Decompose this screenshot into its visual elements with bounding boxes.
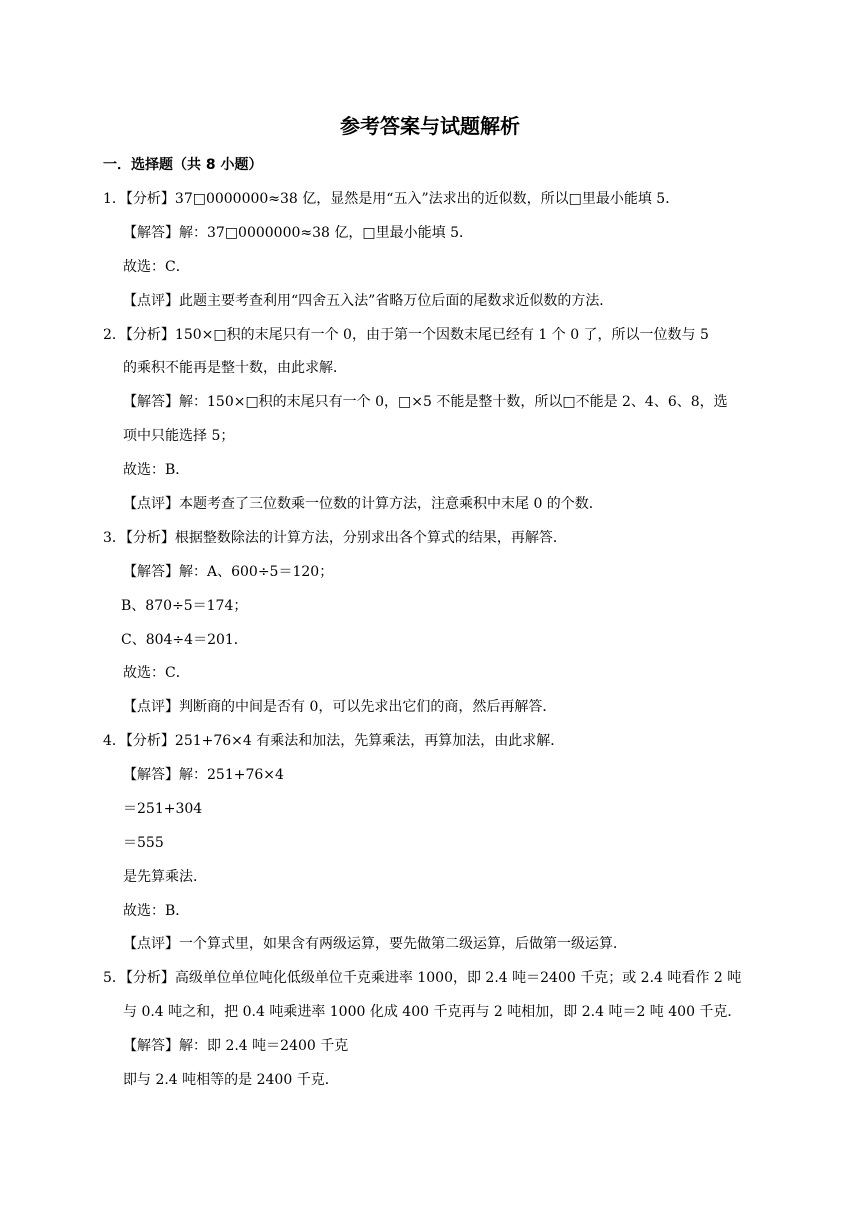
q1-solution: 【解答】解：37□0000000≈38 亿，□里最小能填 5． (123, 225, 473, 241)
q1-answer: 故选：C． (123, 259, 190, 275)
q5-solution-cont: 即与 2.4 吨相等的是 2400 千克． (123, 1072, 339, 1088)
q4-answer: 故选：B． (123, 903, 190, 919)
q4-solution: 【解答】解：251+76×4 (123, 767, 284, 783)
page-title: 参考答案与试题解析 (340, 114, 520, 138)
q2-answer: 故选：B． (123, 462, 190, 478)
q5-analysis: 5．【分析】高级单位单位吨化低级单位千克乘进率 1000，即 2.4 吨＝2400 千克；或 2.4 吨看作 2 吨 (103, 970, 742, 986)
q3-option-b: B、870÷5＝174； (121, 598, 248, 614)
q3-solution: 【解答】解：A、600÷5＝120； (123, 564, 334, 580)
q3-analysis: 3．【分析】根据整数除法的计算方法，分别求出各个算式的结果，再解答． (103, 530, 567, 546)
q1-comment: 【点评】此题主要考查利用“四舍五入法”省略万位后面的尾数求近似数的方法． (123, 293, 614, 309)
q4-note: 是先算乘法． (123, 869, 207, 885)
q5-analysis-cont: 与 0.4 吨之和，把 0.4 吨乘进率 1000 化成 400 千克再与 2 吨相加，即 2.4 吨＝2 吨 400 千克． (123, 1004, 742, 1020)
q4-comment: 【点评】一个算式里，如果含有两级运算，要先做第二级运算，后做第一级运算． (123, 936, 627, 952)
q2-comment: 【点评】本题考查了三位数乘一位数的计算方法，注意乘积中末尾 0 的个数． (123, 496, 603, 512)
q2-analysis-cont: 的乘积不能再是整十数，由此求解． (123, 360, 347, 376)
q5-solution: 【解答】解：即 2.4 吨＝2400 千克 (123, 1038, 349, 1054)
q2-analysis: 2．【分析】150×□积的末尾只有一个 0，由于第一个因数末尾已经有 1 个 0 了，所以一位数与 5 (103, 327, 709, 343)
section-heading: 一．选择题（共 8 小题） (103, 157, 263, 173)
q3-answer: 故选：C． (123, 665, 190, 681)
q4-analysis: 4．【分析】251+76×4 有乘法和加法，先算乘法，再算加法，由此求解． (103, 733, 565, 749)
q4-step-1: ＝251+304 (123, 801, 203, 817)
q2-solution: 【解答】解：150×□积的末尾只有一个 0，□×5 不能是整十数，所以□不能是 2、4、6、8，选 (123, 394, 728, 410)
q2-solution-cont: 项中只能选择 5； (123, 428, 235, 444)
q1-analysis: 1．【分析】37□0000000≈38 亿，显然是用“五入”法求出的近似数，所以□里最小能填 5． (103, 191, 680, 207)
q4-step-2: ＝555 (123, 835, 164, 851)
q3-option-c: C、804÷4＝201． (121, 632, 248, 648)
q3-comment: 【点评】判断商的中间是否有 0，可以先求出它们的商，然后再解答． (123, 699, 557, 715)
